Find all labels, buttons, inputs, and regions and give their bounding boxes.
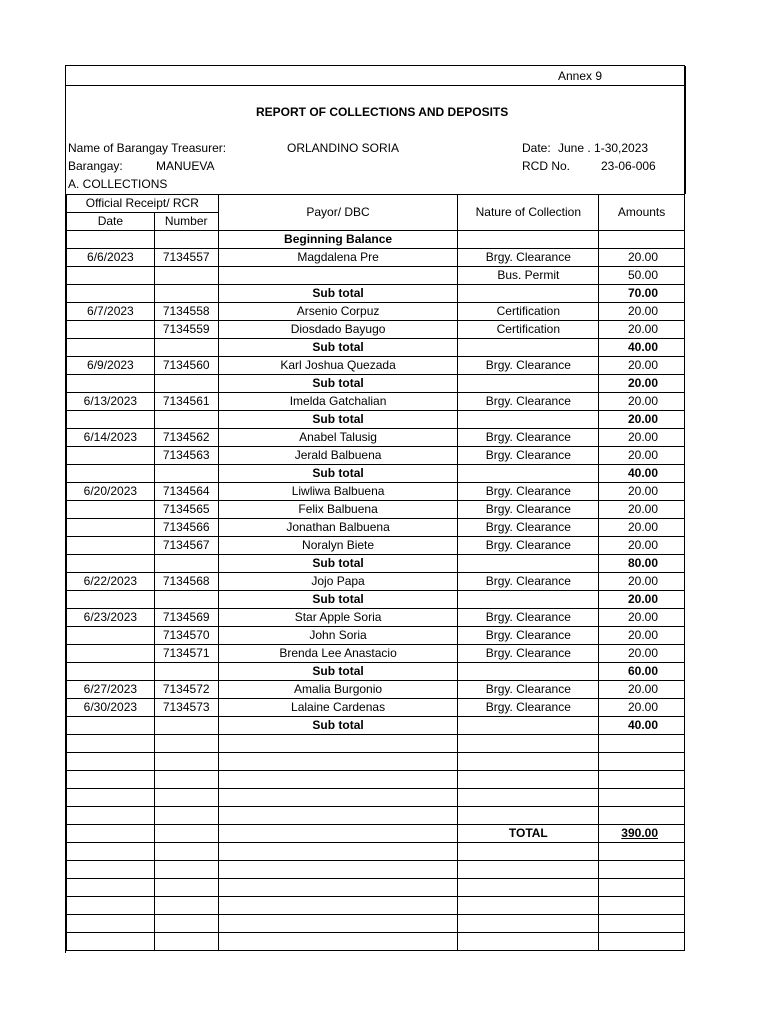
amount-cell: 70.00 [599,285,685,303]
number-cell: 7134566 [154,519,218,537]
table-row [67,609,685,627]
date-header: Date [67,213,155,231]
nature-cell [458,285,599,303]
section-heading: A. COLLECTIONS [68,177,168,191]
amount-cell: 20.00 [599,699,685,717]
amount-cell: 40.00 [599,339,685,357]
nature-cell: Brgy. Clearance [458,483,599,501]
payor-cell [218,933,458,951]
date-cell: 6/30/2023 [67,699,155,717]
payor-cell: Sub total [218,555,458,573]
number-cell [154,915,218,933]
nature-cell: Bus. Permit [458,267,599,285]
barangay-name: MANUEVA [156,159,215,173]
amount-cell [599,933,685,951]
table-row [67,879,685,897]
amount-cell: 20.00 [599,627,685,645]
date-cell [67,753,155,771]
payor-cell [218,807,458,825]
nature-cell [458,753,599,771]
nature-cell: Brgy. Clearance [458,627,599,645]
number-cell: 7134568 [154,573,218,591]
payor-cell: Diosdado Bayugo [218,321,458,339]
table-row [67,429,685,447]
nature-header: Nature of Collection [458,195,599,231]
table-row [67,537,685,555]
date-cell [67,627,155,645]
table-row [67,267,685,285]
payor-cell [218,753,458,771]
number-cell [154,339,218,357]
nature-cell: Brgy. Clearance [458,249,599,267]
date-cell [67,267,155,285]
payor-header: Payor/ DBC [218,195,458,231]
payor-cell: Jerald Balbuena [218,447,458,465]
table-row [67,681,685,699]
payor-cell [218,843,458,861]
amount-cell: 40.00 [599,717,685,735]
number-header: Number [154,213,218,231]
amount-cell [599,789,685,807]
number-cell [154,897,218,915]
total-row [67,825,685,843]
number-cell [154,411,218,429]
number-cell [154,375,218,393]
date-cell [67,447,155,465]
table-row [67,483,685,501]
payor-cell [218,789,458,807]
payor-cell [218,771,458,789]
number-cell [154,663,218,681]
amount-cell: 60.00 [599,663,685,681]
amount-cell: 20.00 [599,573,685,591]
table-row [67,807,685,825]
payor-cell: Sub total [218,591,458,609]
number-cell [154,267,218,285]
nature-cell [458,879,599,897]
nature-cell [458,789,599,807]
amount-cell: 20.00 [599,609,685,627]
nature-cell [458,231,599,249]
number-cell [154,843,218,861]
date-cell [67,861,155,879]
number-cell: 7134569 [154,609,218,627]
nature-cell: Certification [458,321,599,339]
date-cell [67,465,155,483]
amount-cell [599,861,685,879]
number-cell: 7134563 [154,447,218,465]
amount-cell [599,879,685,897]
number-cell: 7134562 [154,429,218,447]
payor-cell: Imelda Gatchalian [218,393,458,411]
nature-cell [458,933,599,951]
nature-cell [458,897,599,915]
payor-cell: Arsenio Corpuz [218,303,458,321]
amount-cell: 20.00 [599,591,685,609]
number-cell: 7134560 [154,357,218,375]
number-cell: 7134573 [154,699,218,717]
nature-cell [458,717,599,735]
date-cell: 6/27/2023 [67,681,155,699]
payor-cell [218,825,458,843]
payor-cell [218,915,458,933]
subtotal-row [67,663,685,681]
nature-cell [458,375,599,393]
number-cell [154,591,218,609]
date-cell [67,933,155,951]
subtotal-row [67,465,685,483]
nature-cell [458,591,599,609]
nature-cell [458,555,599,573]
report-sheet [65,65,685,953]
date-cell: 6/14/2023 [67,429,155,447]
date-cell [67,915,155,933]
amount-cell: 20.00 [599,357,685,375]
nature-cell: Brgy. Clearance [458,447,599,465]
payor-cell: Jonathan Balbuena [218,519,458,537]
payor-cell: John Soria [218,627,458,645]
rcd-value: 23-06-006 [601,159,656,173]
amount-cell: 20.00 [599,645,685,663]
amount-cell: 20.00 [599,303,685,321]
date-cell [67,555,155,573]
amount-cell: 20.00 [599,249,685,267]
payor-cell [218,861,458,879]
subtotal-row [67,375,685,393]
table-row [67,735,685,753]
nature-cell [458,735,599,753]
date-cell [67,735,155,753]
subtotal-row [67,591,685,609]
number-cell [154,789,218,807]
treasurer-name: ORLANDINO SORIA [287,141,400,155]
nature-cell [458,915,599,933]
number-cell [154,285,218,303]
date-cell [67,807,155,825]
amount-cell [599,231,685,249]
payor-cell: Magdalena Pre [218,249,458,267]
report-header [66,66,686,194]
date-cell: 6/20/2023 [67,483,155,501]
payor-cell: Star Apple Soria [218,609,458,627]
page-title: REPORT OF COLLECTIONS AND DEPOSITS [256,105,509,119]
number-cell [154,735,218,753]
nature-cell: Brgy. Clearance [458,681,599,699]
collections-rows [67,231,685,951]
payor-cell: Sub total [218,339,458,357]
rcd-label: RCD No. [522,159,571,173]
number-cell: 7134567 [154,537,218,555]
table-row [67,573,685,591]
payor-cell: Sub total [218,285,458,303]
date-cell [67,537,155,555]
nature-cell: Brgy. Clearance [458,357,599,375]
table-row [67,447,685,465]
amount-cell [599,915,685,933]
amount-cell [599,771,685,789]
amount-cell: 20.00 [599,681,685,699]
number-cell: 7134559 [154,321,218,339]
amount-cell: 20.00 [599,411,685,429]
nature-cell [458,663,599,681]
nature-cell: Brgy. Clearance [458,429,599,447]
amount-cell: 50.00 [599,267,685,285]
nature-cell [458,843,599,861]
amount-cell: 20.00 [599,375,685,393]
nature-cell: Brgy. Clearance [458,537,599,555]
subtotal-row [67,231,685,249]
payor-cell: Lalaine Cardenas [218,699,458,717]
date-cell: 6/7/2023 [67,303,155,321]
payor-cell: Amalia Burgonio [218,681,458,699]
payor-cell: Sub total [218,663,458,681]
number-cell [154,879,218,897]
date-cell [67,645,155,663]
table-row [67,357,685,375]
payor-cell: Brenda Lee Anastacio [218,645,458,663]
table-row [67,753,685,771]
number-cell [154,825,218,843]
amount-cell [599,753,685,771]
nature-cell: Certification [458,303,599,321]
date-cell [67,339,155,357]
table-row [67,771,685,789]
table-row [67,249,685,267]
barangay-label: Barangay: [68,159,123,173]
nature-cell [458,339,599,357]
nature-cell: Brgy. Clearance [458,501,599,519]
number-cell [154,465,218,483]
date-cell [67,501,155,519]
date-cell [67,879,155,897]
treasurer-label: Name of Barangay Treasurer: [68,141,227,155]
table-row [67,321,685,339]
number-cell: 7134561 [154,393,218,411]
amount-cell: 20.00 [599,393,685,411]
nature-cell [458,465,599,483]
table-row [67,699,685,717]
number-cell [154,933,218,951]
payor-cell [218,735,458,753]
date-label: Date: [522,141,551,155]
date-cell [67,285,155,303]
amount-cell [599,897,685,915]
number-cell: 7134572 [154,681,218,699]
number-cell [154,771,218,789]
table-row [67,393,685,411]
date-cell: 6/22/2023 [67,573,155,591]
nature-cell: TOTAL [458,825,599,843]
date-cell [67,591,155,609]
nature-cell: Brgy. Clearance [458,699,599,717]
number-cell [154,807,218,825]
amount-cell [599,807,685,825]
amount-cell: 20.00 [599,429,685,447]
date-cell [67,231,155,249]
number-cell [154,555,218,573]
date-cell [67,825,155,843]
date-cell [67,663,155,681]
date-cell [67,717,155,735]
nature-cell: Brgy. Clearance [458,519,599,537]
payor-cell: Anabel Talusig [218,429,458,447]
amount-cell [599,735,685,753]
number-cell [154,717,218,735]
table-row [67,501,685,519]
number-cell: 7134564 [154,483,218,501]
subtotal-row [67,411,685,429]
date-cell: 6/6/2023 [67,249,155,267]
amounts-header: Amounts [599,195,685,231]
number-cell [154,861,218,879]
payor-cell: Jojo Papa [218,573,458,591]
table-row [67,861,685,879]
date-value: June . 1-30,2023 [558,141,649,155]
amount-cell: 20.00 [599,537,685,555]
nature-cell: Brgy. Clearance [458,573,599,591]
nature-cell [458,807,599,825]
payor-cell [218,897,458,915]
payor-cell: Karl Joshua Quezada [218,357,458,375]
nature-cell [458,411,599,429]
payor-cell: Sub total [218,717,458,735]
date-cell [67,375,155,393]
amount-cell: 390.00 [599,825,685,843]
collections-table [66,194,685,951]
number-cell: 7134565 [154,501,218,519]
amount-cell: 40.00 [599,465,685,483]
date-cell [67,321,155,339]
date-cell [67,843,155,861]
payor-cell: Sub total [218,465,458,483]
nature-cell [458,771,599,789]
subtotal-row [67,285,685,303]
payor-cell [218,879,458,897]
payor-cell: Beginning Balance [218,231,458,249]
table-row [67,843,685,861]
number-cell: 7134558 [154,303,218,321]
table-row [67,933,685,951]
date-cell: 6/23/2023 [67,609,155,627]
nature-cell [458,861,599,879]
payor-cell [218,267,458,285]
payor-cell: Liwliwa Balbuena [218,483,458,501]
number-cell: 7134570 [154,627,218,645]
amount-cell: 80.00 [599,555,685,573]
table-row [67,627,685,645]
date-cell [67,789,155,807]
table-row [67,915,685,933]
payor-cell: Sub total [218,375,458,393]
date-cell: 6/13/2023 [67,393,155,411]
nature-cell: Brgy. Clearance [458,645,599,663]
number-cell [154,753,218,771]
number-cell [154,231,218,249]
date-cell [67,771,155,789]
nature-cell: Brgy. Clearance [458,609,599,627]
table-row [67,303,685,321]
subtotal-row [67,555,685,573]
amount-cell: 20.00 [599,519,685,537]
table-row [67,789,685,807]
date-cell [67,897,155,915]
official-receipt-header: Official Receipt/ RCR [67,195,219,213]
subtotal-row [67,339,685,357]
annex-label: Annex 9 [558,69,603,83]
payor-cell: Felix Balbuena [218,501,458,519]
annex-divider [66,85,686,86]
table-row [67,897,685,915]
date-cell: 6/9/2023 [67,357,155,375]
table-row [67,519,685,537]
number-cell: 7134571 [154,645,218,663]
date-cell [67,411,155,429]
nature-cell: Brgy. Clearance [458,393,599,411]
amount-cell: 20.00 [599,501,685,519]
subtotal-row [67,717,685,735]
date-cell [67,519,155,537]
amount-cell: 20.00 [599,447,685,465]
payor-cell: Noralyn Biete [218,537,458,555]
amount-cell: 20.00 [599,321,685,339]
table-row [67,645,685,663]
amount-cell: 20.00 [599,483,685,501]
payor-cell: Sub total [218,411,458,429]
amount-cell [599,843,685,861]
number-cell: 7134557 [154,249,218,267]
